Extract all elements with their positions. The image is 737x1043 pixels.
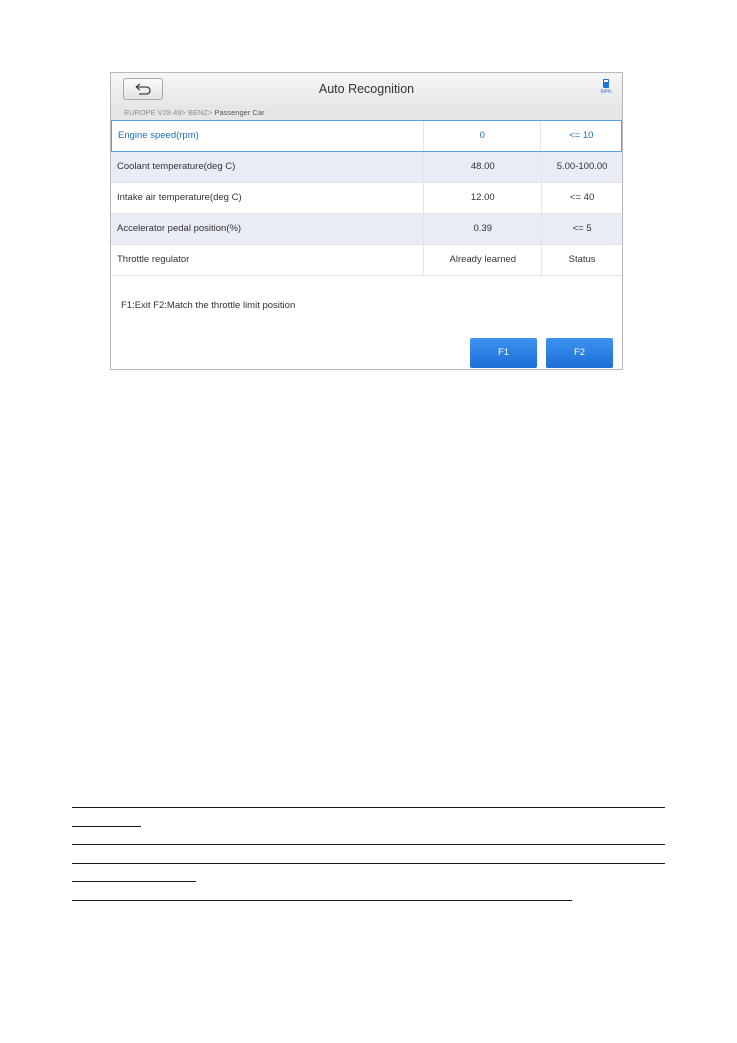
rule-line xyxy=(72,807,665,808)
battery-icon xyxy=(596,79,616,101)
row-value: Already learned xyxy=(424,245,542,275)
battery-percent: 64% xyxy=(600,89,612,95)
table-row[interactable] xyxy=(111,152,622,183)
page-title: Auto Recognition xyxy=(318,82,415,96)
f2-button[interactable]: F2 xyxy=(546,338,613,368)
row-name: Accelerator pedal position(%) xyxy=(111,214,424,244)
row-name: Engine speed(rpm) xyxy=(112,121,424,151)
table-row[interactable] xyxy=(111,120,622,152)
row-range: <= 10 xyxy=(569,130,594,141)
row-value: 12.00 xyxy=(424,183,542,213)
header-bar xyxy=(111,73,622,107)
table-row[interactable] xyxy=(111,214,622,245)
row-name: Intake air temperature(deg C) xyxy=(111,183,424,213)
row-range: 5.00-100.00 xyxy=(556,161,608,172)
rule-line xyxy=(72,844,665,845)
row-name: Throttle regulator xyxy=(111,245,424,275)
f1-button[interactable]: F1 xyxy=(470,338,537,368)
device-screen xyxy=(110,72,623,370)
info-text: F1:Exit F2:Match the throttle limit position xyxy=(121,300,296,311)
row-value: 0.39 xyxy=(424,214,542,244)
back-button[interactable] xyxy=(123,78,163,100)
row-range: <= 40 xyxy=(569,192,595,203)
row-value: 0 xyxy=(424,121,541,151)
rule-line xyxy=(72,826,141,827)
row-name: Coolant temperature(deg C) xyxy=(111,152,424,182)
table-row[interactable] xyxy=(111,183,622,214)
breadcrumb-path[interactable]: EUROPE V28.49> BENZ> xyxy=(124,108,213,117)
rule-line xyxy=(72,900,572,901)
rule-line xyxy=(72,863,665,864)
breadcrumb xyxy=(111,106,622,120)
back-arrow-icon xyxy=(134,83,152,95)
row-value: 48.00 xyxy=(424,152,542,182)
rule-line xyxy=(72,881,196,882)
breadcrumb-current: Passenger Car xyxy=(212,108,265,117)
info-panel xyxy=(111,276,622,369)
row-range: Status xyxy=(568,254,596,265)
row-range: <= 5 xyxy=(572,223,592,234)
table-row[interactable] xyxy=(111,245,622,276)
data-table xyxy=(111,120,622,276)
